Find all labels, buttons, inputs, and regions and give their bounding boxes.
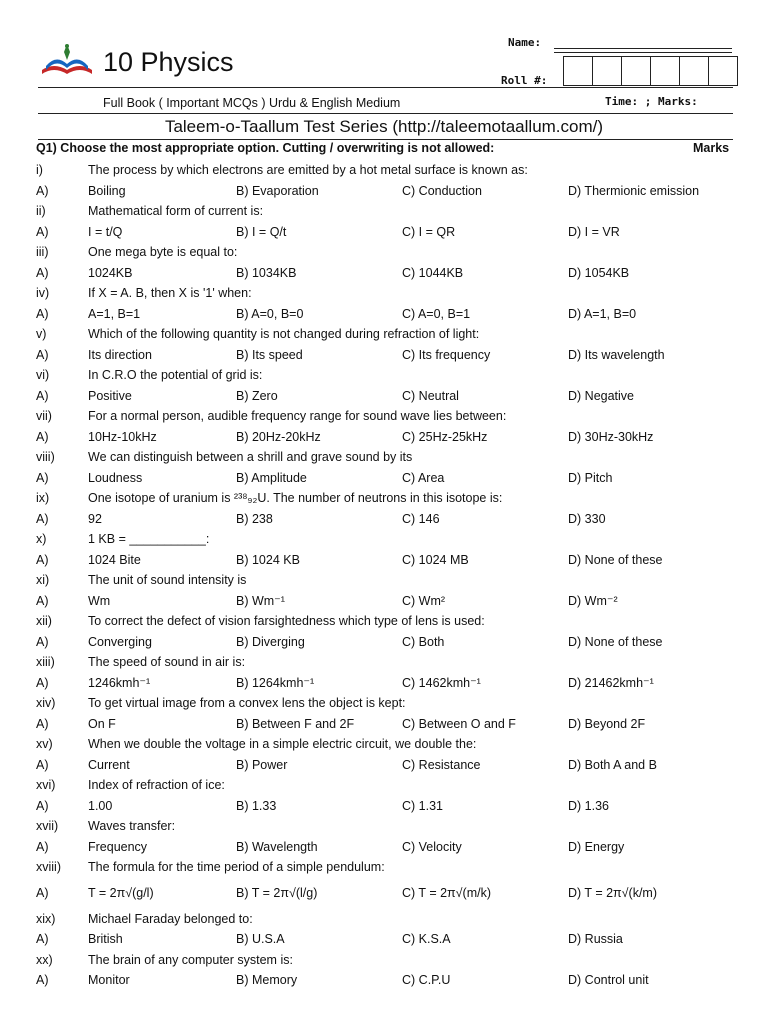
option-b[interactable]: B) 1034KB (236, 265, 297, 280)
question-number: xx) (36, 952, 53, 967)
question-number: iv) (36, 286, 50, 300)
option-b[interactable]: B) 238 (236, 511, 273, 526)
option-a[interactable]: Its direction (88, 347, 152, 362)
option-a-label: A) (36, 973, 49, 987)
option-a[interactable]: I = t/Q (88, 224, 123, 239)
question-list (0, 160, 768, 991)
option-d[interactable]: D) None of these (568, 634, 663, 649)
option-a-label: A) (36, 757, 49, 772)
option-c[interactable]: C) 146 (402, 511, 440, 526)
question-text: Index of refraction of ice: (88, 778, 225, 792)
option-a-label: A) (36, 839, 49, 854)
question-text: For a normal person, audible frequency range for sound wave lies between: (88, 409, 507, 423)
roll-number-label: Roll #: (501, 74, 548, 87)
roll-number-boxes[interactable] (564, 56, 738, 86)
option-a-label: A) (36, 388, 49, 403)
option-c[interactable]: C) 1462kmh⁻¹ (402, 675, 481, 690)
subject-title: 10 Physics (103, 47, 234, 77)
option-d[interactable]: D) 1.36 (568, 798, 609, 813)
option-a[interactable]: British (88, 932, 123, 946)
question-text: The process by which electrons are emitted by a hot metal surface is known as: (88, 163, 528, 177)
roll-digit-box[interactable] (592, 56, 622, 86)
option-a-label: A) (36, 885, 49, 900)
question-number: iii) (36, 245, 49, 259)
options-row (0, 468, 768, 489)
question-number: xvii) (36, 819, 59, 833)
question-number: i) (36, 163, 43, 177)
question-row (0, 570, 768, 591)
test-series-title: Taleem-o-Taallum Test Series (http://taleemotaallum.com/) (164, 117, 604, 136)
option-b[interactable]: B) Power (236, 757, 288, 772)
option-a[interactable]: 1246kmh⁻¹ (88, 675, 151, 690)
option-c[interactable]: C) Wm² (402, 593, 446, 608)
option-a-label: A) (36, 932, 49, 946)
option-a-label: A) (36, 183, 49, 198)
options-row (0, 304, 768, 325)
name-field-underline (554, 52, 732, 53)
option-b[interactable]: B) 1264kmh⁻¹ (236, 675, 315, 690)
question-row (0, 693, 768, 714)
question-text: If X = A. B, then X is '1' when: (88, 286, 252, 300)
option-c[interactable]: C) C.P.U (402, 973, 451, 987)
option-d[interactable]: D) Wm⁻² (568, 593, 618, 608)
option-b[interactable]: B) Its speed (236, 347, 303, 362)
question-row (0, 857, 768, 878)
option-b[interactable]: B) Amplitude (236, 470, 307, 485)
option-c[interactable]: C) 1024 MB (402, 552, 469, 567)
divider (38, 139, 733, 140)
question-text: The brain of any computer system is: (88, 952, 293, 967)
options-row (0, 386, 768, 407)
question-text: To correct the defect of vision farsightedness which type of lens is used: (88, 614, 485, 628)
question-text: The unit of sound intensity is (88, 573, 247, 587)
question-text: Michael Faraday belonged to: (88, 911, 253, 926)
option-c[interactable]: C) Both (402, 634, 445, 649)
option-a[interactable]: 10Hz-10kHz (88, 429, 157, 444)
option-c[interactable]: C) 25Hz-25kHz (402, 429, 488, 444)
question-text: The speed of sound in air is: (88, 655, 246, 669)
question-text: The formula for the time period of a simple pendulum: (88, 860, 385, 874)
question-number: vii) (36, 409, 52, 423)
options-row (0, 591, 768, 612)
options-row (0, 673, 768, 694)
options-row (0, 263, 768, 284)
question-number: xiv) (36, 696, 56, 710)
option-a-label: A) (36, 265, 49, 280)
question-number: viii) (36, 450, 55, 464)
option-a-label: A) (36, 593, 49, 608)
option-a[interactable]: 1024 Bite (88, 552, 141, 567)
option-a[interactable]: 1.00 (88, 798, 113, 813)
options-row (0, 509, 768, 530)
options-row (0, 345, 768, 366)
options-row (0, 837, 768, 858)
option-c[interactable]: C) I = QR (402, 224, 456, 239)
roll-digit-box[interactable] (708, 56, 738, 86)
option-b[interactable]: B) Memory (236, 973, 298, 987)
option-c[interactable]: C) A=0, B=1 (402, 306, 471, 321)
option-c[interactable]: C) K.S.A (402, 932, 451, 946)
question-row (0, 909, 768, 930)
question-row (0, 611, 768, 632)
roll-digit-box[interactable] (650, 56, 680, 86)
option-d[interactable]: D) A=1, B=0 (568, 306, 637, 321)
option-a[interactable]: Wm (88, 593, 111, 608)
question-row (0, 950, 768, 971)
options-row (0, 970, 768, 991)
question-text: When we double the voltage in a simple electric circuit, we double the: (88, 737, 477, 751)
question-row (0, 447, 768, 468)
option-c[interactable]: C) 1.31 (402, 798, 443, 813)
option-b[interactable]: B) Diverging (236, 634, 305, 649)
option-d[interactable]: D) 21462kmh⁻¹ (568, 675, 654, 690)
option-d[interactable]: D) Control unit (568, 973, 649, 987)
option-d[interactable]: D) 1054KB (568, 265, 630, 280)
option-a-label: A) (36, 306, 49, 321)
option-a[interactable]: 92 (88, 511, 102, 526)
options-row (0, 796, 768, 817)
question-row (0, 652, 768, 673)
option-d[interactable]: D) None of these (568, 552, 663, 567)
option-a[interactable]: Monitor (88, 973, 130, 987)
option-b[interactable]: B) Wavelength (236, 839, 318, 854)
roll-digit-box[interactable] (679, 56, 709, 86)
option-d[interactable]: D) Thermionic emission (568, 183, 700, 198)
option-a[interactable]: Frequency (88, 839, 148, 854)
option-c[interactable]: C) Velocity (402, 839, 462, 854)
roll-digit-box[interactable] (621, 56, 651, 86)
option-d[interactable]: D) Its wavelength (568, 347, 665, 362)
marks-header: Marks (693, 141, 730, 155)
option-d[interactable]: D) Russia (568, 932, 623, 946)
option-a[interactable]: On F (88, 716, 116, 731)
options-row (0, 714, 768, 735)
option-c[interactable]: C) Conduction (402, 183, 482, 198)
option-d[interactable]: D) Pitch (568, 470, 613, 485)
option-c[interactable]: C) Between O and F (402, 716, 516, 731)
question-row (0, 283, 768, 304)
option-a[interactable]: Loudness (88, 470, 143, 485)
option-d[interactable]: D) 30Hz-30kHz (568, 429, 654, 444)
question-number: xii) (36, 614, 52, 628)
question-row (0, 734, 768, 755)
question-number: xv) (36, 737, 53, 751)
question-number: x) (36, 532, 47, 546)
question-text: 1 KB = ___________: (88, 532, 210, 546)
question-number: ix) (36, 491, 50, 505)
option-b[interactable]: B) Between F and 2F (236, 716, 355, 731)
option-d[interactable]: D) Beyond 2F (568, 716, 646, 731)
option-b[interactable]: B) 1024 KB (236, 552, 300, 567)
roll-digit-box[interactable] (563, 56, 593, 86)
subtitle: Full Book ( Important MCQs ) Urdu & English Medium (103, 96, 401, 110)
option-d[interactable]: D) Negative (568, 388, 634, 403)
option-a-label: A) (36, 511, 49, 526)
option-b[interactable]: B) 20Hz-20kHz (236, 429, 321, 444)
option-a[interactable]: Converging (88, 634, 152, 649)
divider (38, 87, 733, 88)
question-number: xiii) (36, 655, 55, 669)
options-row (0, 755, 768, 776)
option-a-label: A) (36, 470, 49, 485)
option-a[interactable]: Current (88, 757, 130, 772)
question-text: Which of the following quantity is not changed during refraction of light: (88, 327, 480, 341)
option-c[interactable]: C) Its frequency (402, 347, 491, 362)
option-c[interactable]: C) Area (402, 470, 445, 485)
option-b[interactable]: B) Evaporation (236, 183, 319, 198)
options-row (0, 929, 768, 950)
option-b[interactable]: B) I = Q/t (236, 224, 287, 239)
question-row (0, 529, 768, 550)
question-text: Waves transfer: (88, 819, 176, 833)
time-marks-label: Time: ; Marks: (605, 95, 698, 108)
question-number: xix) (36, 911, 56, 926)
option-d[interactable]: D) Both A and B (568, 757, 657, 772)
option-a[interactable]: A=1, B=1 (88, 306, 141, 321)
option-a[interactable]: 1024KB (88, 265, 133, 280)
option-a-label: A) (36, 224, 49, 239)
question-number: xvi) (36, 778, 56, 792)
page-header (0, 0, 768, 155)
question-text: Mathematical form of current is: (88, 204, 264, 218)
option-b[interactable]: B) T = 2π√(l/g) (236, 885, 318, 900)
option-c[interactable]: C) Resistance (402, 757, 481, 772)
question-text: One mega byte is equal to: (88, 245, 238, 259)
question-number: v) (36, 327, 47, 341)
option-a-label: A) (36, 347, 49, 362)
options-row (0, 550, 768, 571)
question-row (0, 365, 768, 386)
option-a-label: A) (36, 552, 49, 567)
options-row (0, 878, 768, 909)
option-a-label: A) (36, 675, 49, 690)
option-d[interactable]: D) Energy (568, 839, 625, 854)
options-row (0, 427, 768, 448)
question-row (0, 775, 768, 796)
option-a[interactable]: Positive (88, 388, 132, 403)
question-row (0, 488, 768, 509)
question-row (0, 201, 768, 222)
question-row (0, 160, 768, 181)
question-number: ii) (36, 204, 46, 218)
question-number: xi) (36, 573, 50, 587)
option-a-label: A) (36, 634, 49, 649)
option-b[interactable]: B) Wm⁻¹ (236, 593, 285, 608)
name-field-line[interactable] (554, 48, 732, 49)
option-d[interactable]: D) T = 2π√(k/m) (568, 885, 657, 900)
option-b[interactable]: B) A=0, B=0 (236, 306, 304, 321)
option-a[interactable]: T = 2π√(g/l) (88, 885, 154, 900)
question-text: One isotope of uranium is ²³⁸₉₂U. The number of neutrons in this isotope is: (88, 491, 503, 505)
question-text: In C.R.O the potential of grid is: (88, 368, 263, 382)
option-b[interactable]: B) 1.33 (236, 798, 277, 813)
section-instruction: Q1) Choose the most appropriate option. Cutting / overwriting is not allowed: (36, 141, 495, 155)
option-b[interactable]: B) U.S.A (236, 932, 285, 946)
option-c[interactable]: C) Neutral (402, 388, 459, 403)
option-d[interactable]: D) 330 (568, 511, 606, 526)
option-d[interactable]: D) I = VR (568, 224, 620, 239)
options-row (0, 222, 768, 243)
options-row (0, 181, 768, 202)
question-number: vi) (36, 368, 50, 382)
option-b[interactable]: B) Zero (236, 388, 278, 403)
option-a-label: A) (36, 429, 49, 444)
name-label: Name: (508, 36, 542, 49)
question-text: To get virtual image from a convex lens the object is kept: (88, 696, 406, 710)
option-c[interactable]: C) T = 2π√(m/k) (402, 885, 491, 900)
question-number: xviii) (36, 860, 61, 874)
option-a-label: A) (36, 798, 49, 813)
book-logo-icon (38, 40, 96, 78)
option-a[interactable]: Boiling (88, 183, 126, 198)
question-row (0, 242, 768, 263)
question-row (0, 406, 768, 427)
divider (38, 113, 733, 114)
question-row (0, 816, 768, 837)
option-c[interactable]: C) 1044KB (402, 265, 464, 280)
options-row (0, 632, 768, 653)
option-a-label: A) (36, 716, 49, 731)
question-row (0, 324, 768, 345)
question-text: We can distinguish between a shrill and grave sound by its (88, 450, 413, 464)
